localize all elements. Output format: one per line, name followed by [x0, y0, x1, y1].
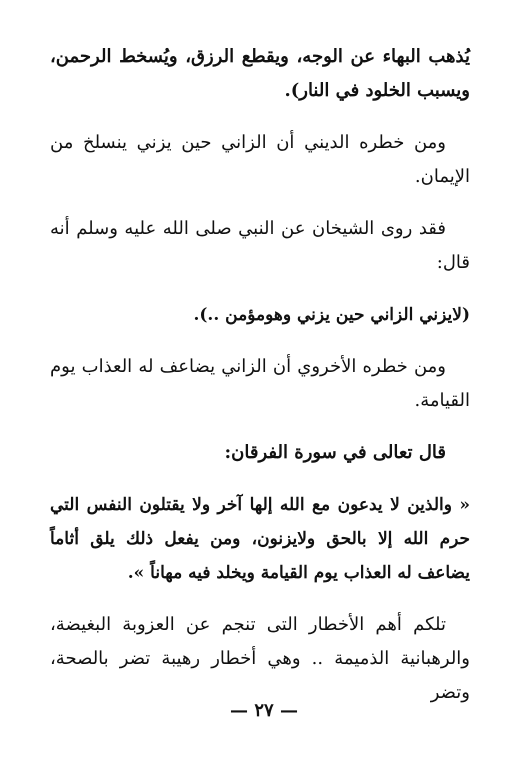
surah-intro: قال تعالى في سورة الفرقان: [224, 442, 446, 463]
hadith-quote: (لايزني الزاني حين يزني وهومؤمن ..). [193, 305, 470, 325]
quran-verse: « والذين لا يدعون مع الله إلها آخر ولا يقتلون النفس التي حرم الله إلا بالحق ولايزنون، ومن يفعل ذلك يلق أثاماً يضاعف له العذاب يوم القيامة ويخلد فيه مهاناً ». [50, 495, 470, 583]
page-body [50, 40, 470, 728]
paragraph-hadith-continuation: يُذهب البهاء عن الوجه، ويقطع الرزق، ويُسخط الرحمن، ويسبب الخلود في النار). [50, 46, 470, 101]
paragraph-conclusion: تلكم أهم الأخطار التى تنجم عن العزوبة البغيضة، والرهبانية الذميمة .. وهي أخطار رهيبة تضر بالصحة، وتضر [50, 614, 470, 703]
paragraph-religious-danger: ومن خطره الديني أن الزاني حين يزني ينسلخ من الإيمان. [50, 132, 470, 187]
page-number: — ٢٧ — [230, 700, 298, 721]
paragraph-narration-intro: فقد روى الشيخان عن النبي صلى الله عليه وسلم أنه قال: [50, 218, 470, 273]
paragraph-afterlife-danger: ومن خطره الأخروي أن الزاني يضاعف له العذاب يوم القيامة. [50, 356, 470, 411]
